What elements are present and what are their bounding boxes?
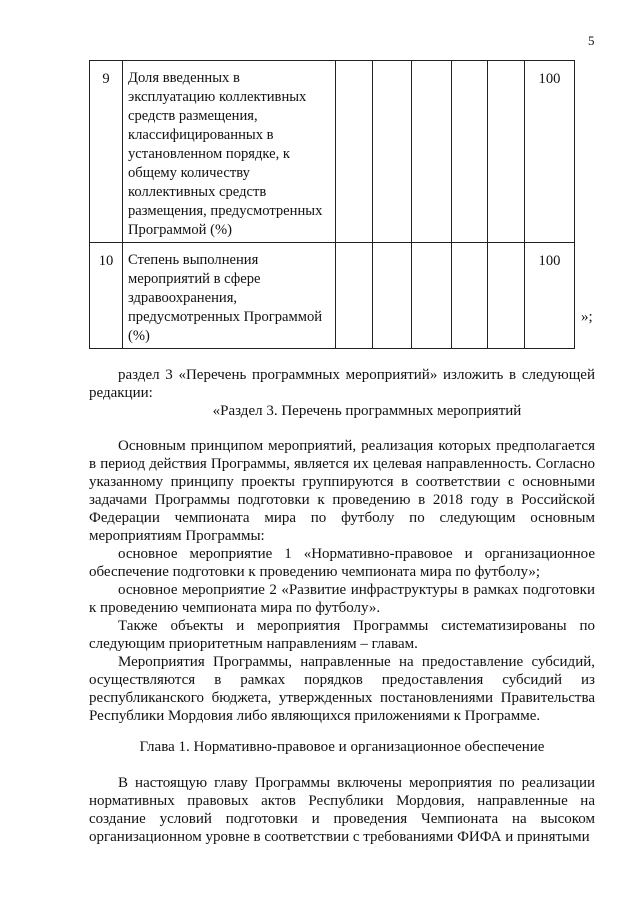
name-line: здравоохранения, bbox=[128, 290, 238, 306]
table-row bbox=[90, 243, 575, 349]
indicator-name bbox=[123, 243, 336, 349]
empty-cell bbox=[412, 61, 452, 243]
name-line: установленном порядке, к bbox=[128, 146, 291, 162]
subsidies-paragraph: Мероприятия Программы, направленные на предоставление субсидий, осуществляются в рамках порядков предоставления субсидий из республиканского бюджета, утвержденных постановлениями Правительства Республики Мордовия либо являющихся приложениями к Программе. bbox=[89, 654, 595, 724]
item-1-paragraph: основное мероприятие 1 «Нормативно-правовое и организационное обеспечение подготовки к проведению чемпионата мира по футболу»; bbox=[89, 546, 595, 580]
closing-quote: »; bbox=[581, 309, 593, 325]
target-value: 100 bbox=[525, 61, 575, 243]
name-line: мероприятий в сфере bbox=[128, 271, 261, 287]
empty-cell bbox=[452, 243, 488, 349]
row-number: 9 bbox=[90, 61, 123, 243]
main-paragraph: Основным принципом мероприятий, реализация которых предполагается в период действия Программы, является их целевая направленность. Согласно указанному принципу проекты группируются в соответствии с основными задачами Программы подготовки к проведению в 2018 году в Российской Федерации чемпионата мира по футболу по следующим основным мероприятиям Программы: bbox=[89, 438, 595, 544]
name-line: Доля введенных в bbox=[128, 70, 240, 86]
name-line: средств размещения, bbox=[128, 108, 258, 124]
empty-cell bbox=[452, 61, 488, 243]
empty-cell bbox=[373, 243, 412, 349]
name-line: (%) bbox=[128, 328, 150, 344]
empty-cell bbox=[488, 243, 525, 349]
table-row bbox=[90, 61, 575, 243]
page-number: 5 bbox=[588, 33, 595, 48]
also-paragraph: Также объекты и мероприятия Программы систематизированы по следующим приоритетным направлениям – главам. bbox=[89, 618, 595, 652]
name-line: эксплуатацию коллективных bbox=[128, 89, 307, 105]
name-line: Программой (%) bbox=[128, 222, 232, 238]
section-title: «Раздел 3. Перечень программных мероприятий bbox=[212, 403, 522, 419]
empty-cell bbox=[373, 61, 412, 243]
empty-cell bbox=[336, 243, 373, 349]
row-number: 10 bbox=[90, 243, 123, 349]
name-line: размещения, предусмотренных bbox=[128, 203, 323, 219]
target-value: 100 bbox=[525, 243, 575, 349]
chapter-title: Глава 1. Нормативно-правовое и организационное обеспечение bbox=[139, 739, 545, 755]
section-intro: раздел 3 «Перечень программных мероприятий» изложить в следующей редакции: bbox=[89, 367, 595, 401]
name-line: классифицированных в bbox=[128, 127, 274, 143]
chapter-paragraph: В настоящую главу Программы включены мероприятия по реализации нормативных правовых актов Республики Мордовия, направленные на создание условий подготовки и проведения Чемпионата на высоком организационном уровне в соответствии с требованиями ФИФА и принятыми bbox=[89, 775, 595, 845]
empty-cell bbox=[336, 61, 373, 243]
name-line: Степень выполнения bbox=[128, 252, 259, 268]
indicators-table bbox=[89, 60, 575, 349]
indicator-name bbox=[123, 61, 336, 243]
empty-cell bbox=[488, 61, 525, 243]
name-line: общему количеству bbox=[128, 165, 250, 181]
name-line: коллективных средств bbox=[128, 184, 267, 200]
item-2-paragraph: основное мероприятие 2 «Развитие инфраструктуры в рамках подготовки к проведению чемпионата мира по футболу». bbox=[89, 582, 595, 616]
empty-cell bbox=[412, 243, 452, 349]
name-line: предусмотренных Программой bbox=[128, 309, 323, 325]
